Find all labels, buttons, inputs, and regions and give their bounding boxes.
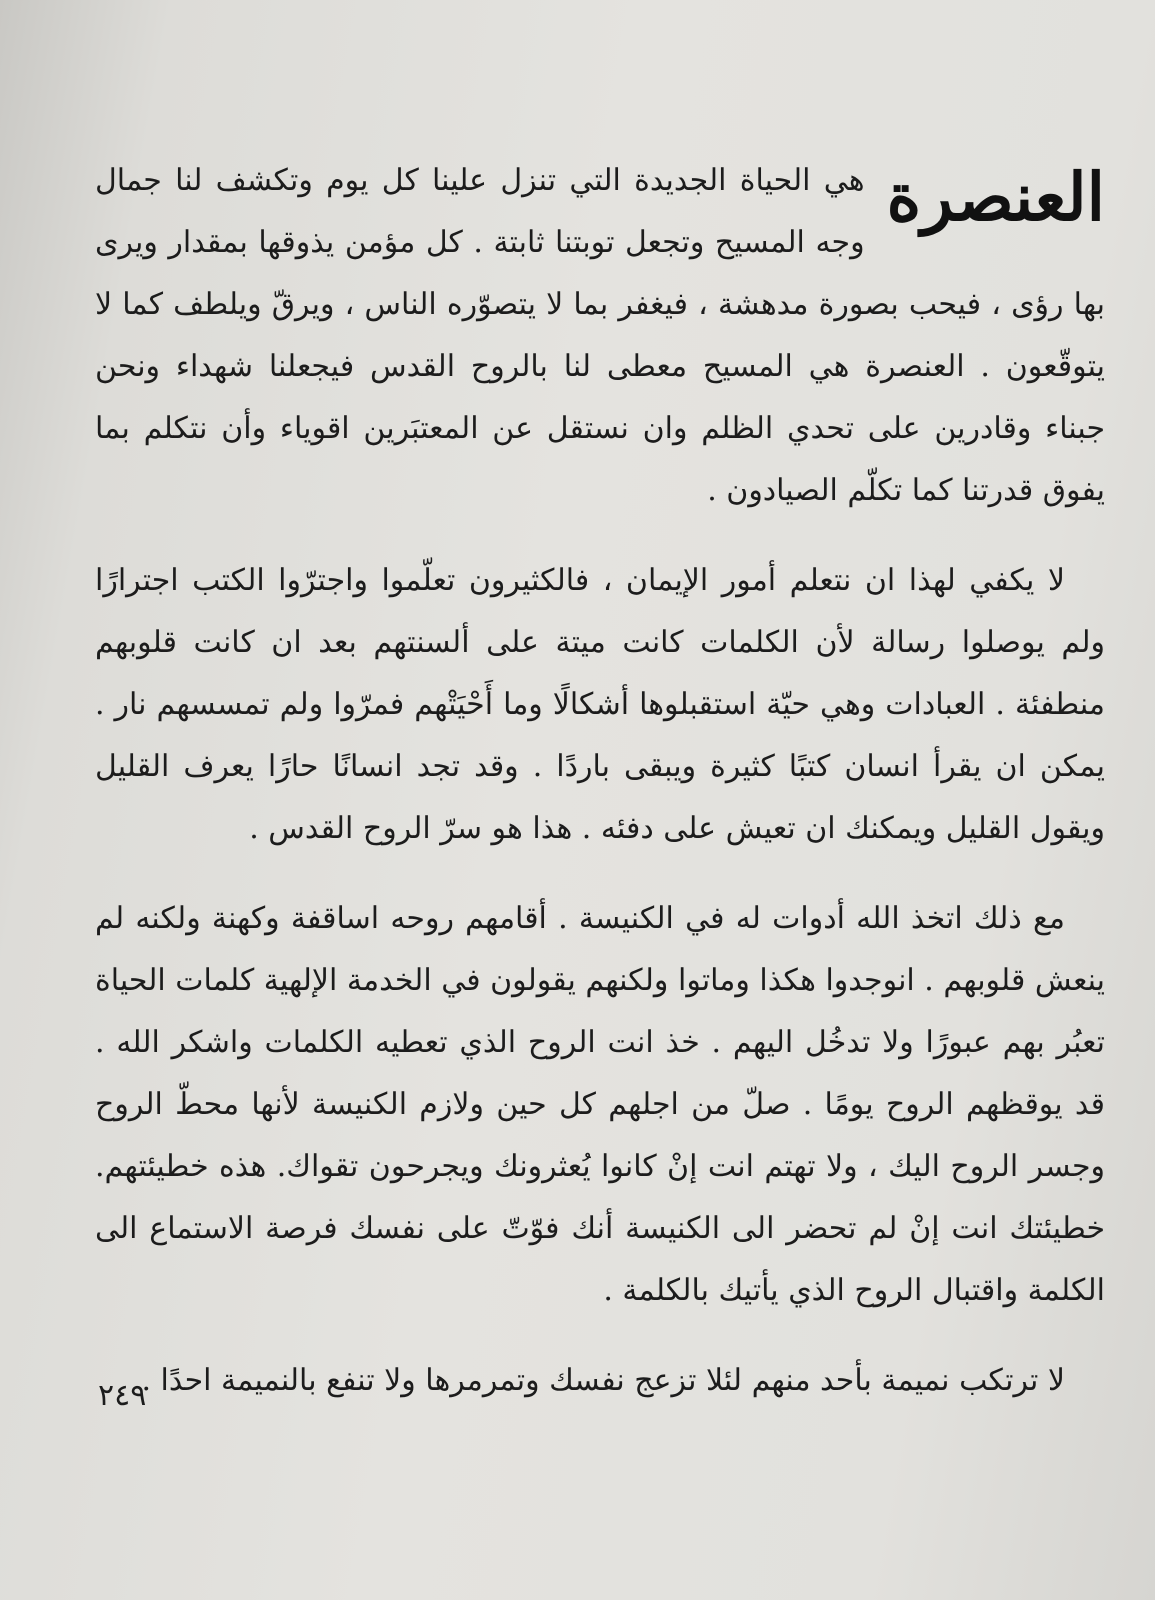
page-number: ٢٤٩: [98, 1378, 147, 1413]
paragraph-2: لا يكفي لهذا ان نتعلم أمور الإيمان ، فالكثيرون تعلّموا واجترّوا الكتب اجترارًا ولم يوصلوا رسالة لأن الكلمات كانت ميتة على ألسنتهم بعد ان كانت قلوبهم منطفئة . العبادات وهي حيّة استقبلوها أشكالًا وما أَحْيَتْهم فمرّوا ولم تمسسهم نار . يمكن ان يقرأ انسان كتبًا كثيرة ويبقى باردًا . وقد تجد انسانًا حارًا يعرف القليل ويقول القليل ويمكنك ان تعيش على دفئه . هذا هو سرّ الروح القدس .: [95, 563, 1105, 846]
paragraph-1: هي الحياة الجديدة التي تنزل علينا كل يوم وتكشف لنا جمال وجه المسيح وتجعل توبتنا ثابتة . كل مؤمن يذوقها بمقدار ويرى بها رؤى ، فيحب بصورة مدهشة ، فيغفر بما لا يتصوّره الناس ، ويرقّ ويلطف كما لا يتوقّعون . العنصرة هي المسيح معطى لنا بالروح القدس فيجعلنا شهداء ونحن جبناء وقادرين على تحدي الظلم وان نستقل عن المعتبَرين اقوياء وأن نتكلم بما يفوق قدرتنا كما تكلّم الصيادون .: [95, 163, 1105, 508]
page-body: [95, 150, 1105, 1440]
paragraph-3: مع ذلك اتخذ الله أدوات له في الكنيسة . أقامهم روحه اساقفة وكهنة ولكنه لم ينعش قلوبهم . انوجدوا هكذا وماتوا ولكنهم يقولون في الخدمة الإلهية كلمات الحياة تعبُر بهم عبورًا ولا تدخُل اليهم . خذ انت الروح الذي تعطيه الكلمات واشكر الله . قد يوقظهم الروح يومًا . صلّ من اجلهم كل حين ولازم الكنيسة لأنها محطّ الروح وجسر الروح اليك ، ولا تهتم انت إنْ كانوا يُعثرونك ويجرحون تقواك. هذه خطيئتهم. خطيئتك انت إنْ لم تحضر الى الكنيسة أنك فوّتّ على نفسك فرصة الاستماع الى الكلمة واقتبال الروح الذي يأتيك بالكلمة .: [95, 901, 1105, 1308]
paragraph-4: لا ترتكب نميمة بأحد منهم لئلا تزعج نفسك وتمرمرها ولا تنفع بالنميمة احدًا .: [141, 1363, 1065, 1398]
chapter-heading: العنصرة: [886, 158, 1105, 236]
